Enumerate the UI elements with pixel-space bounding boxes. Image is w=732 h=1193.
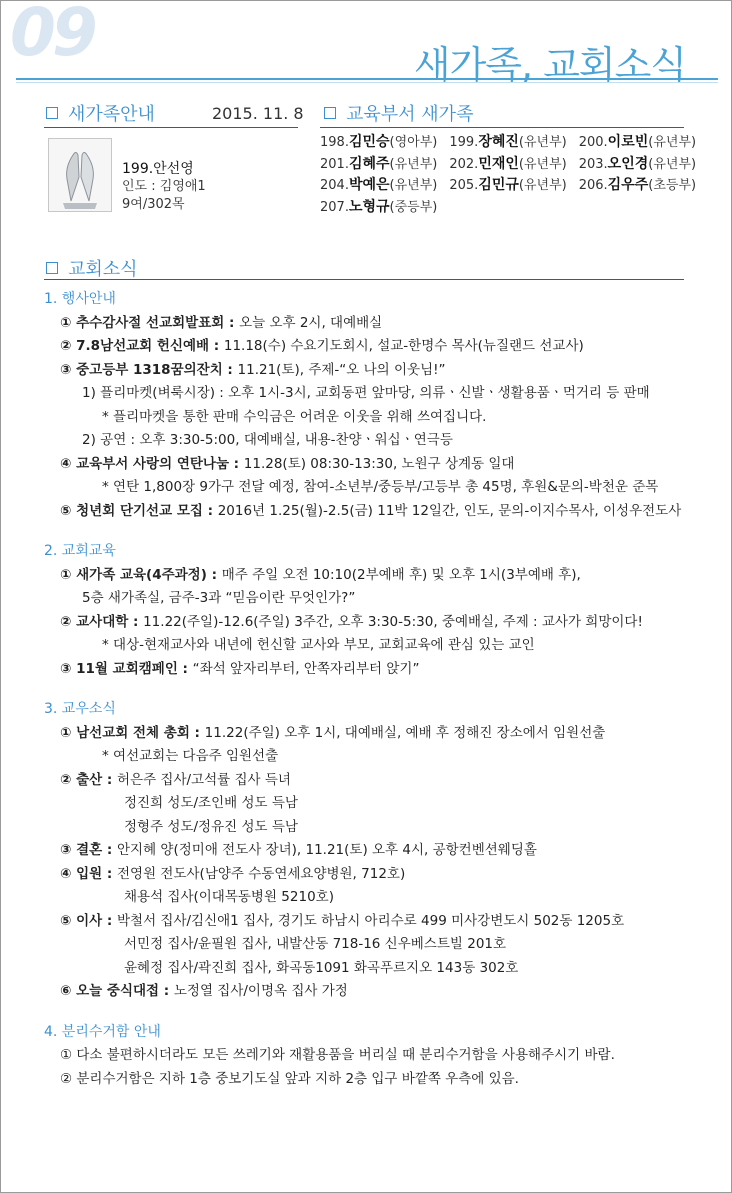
- news-item-label: ① 남선교회 전체 총회 :: [60, 724, 205, 741]
- news-item-text: 서민정 집사/윤필원 집사, 내발산동 718-16 신우베스트빌 201호: [124, 936, 507, 952]
- news-line: [44, 839, 724, 863]
- education-member: [579, 175, 696, 197]
- new-member-info: [122, 160, 206, 214]
- news-item-label: ② 출산 :: [60, 771, 118, 788]
- news-item-text: * 플리마켓을 통한 판매 수익금은 어려운 이웃을 위해 쓰여집니다.: [102, 408, 487, 425]
- education-member: [320, 132, 437, 154]
- news-category-title: 4. 분리수거함 안내: [44, 1023, 161, 1040]
- praying-hands-image: [48, 138, 112, 212]
- member-number: 201.: [320, 156, 349, 172]
- news-item-text: 5층 새가족실, 금주-3과 “믿음이란 무엇인가?”: [82, 590, 356, 606]
- education-row: [320, 132, 708, 154]
- member-number: 203.: [578, 156, 608, 172]
- news-item-text: 1) 플리마켓(벼룩시장) : 오후 1시-3시, 교회동편 앞마당, 의류ㆍ신발ㆍ생활용품ㆍ먹거리 등 판매: [82, 385, 650, 401]
- member-number: 207.: [320, 199, 349, 215]
- member-number: 198.: [320, 135, 349, 150]
- education-row: [320, 154, 708, 176]
- news-item-label: ① 추수감사절 선교회발표회 :: [60, 314, 240, 331]
- new-family-heading-label: 새가족안내: [68, 104, 155, 125]
- news-item-text: ① 다소 불편하시더라도 모든 쓰레기와 재활용품을 버리실 때 분리수거함을 사용해주시기 바람.: [60, 1047, 615, 1063]
- member-department: (유년부): [518, 178, 567, 193]
- member-department: (유년부): [389, 156, 438, 172]
- member-number: 204.: [320, 178, 349, 193]
- news-item-label: ② 7.8남선교회 헌신예배 :: [60, 338, 224, 354]
- member-department: (초등부): [648, 178, 697, 193]
- news-line: [44, 611, 724, 635]
- news-line: [44, 564, 724, 588]
- member-name: 김민규: [478, 177, 519, 193]
- news-item-text: 11.28(토) 08:30-13:30, 노원구 상계동 일대: [243, 455, 515, 472]
- news-item-text: 박철서 집사/김신애1 집사, 경기도 하남시 아리수로 499 미사강변도시 502동 1205호: [117, 912, 625, 929]
- member-department: (영아부): [389, 135, 438, 150]
- news-item-label: ④ 입원 :: [60, 865, 118, 882]
- member-name: 이로빈: [607, 134, 649, 150]
- education-member: [320, 197, 437, 219]
- education-member: [320, 175, 437, 197]
- member-group: 9여/302목: [122, 197, 185, 212]
- education-member-grid: [320, 132, 708, 218]
- member-department: (유년부): [389, 178, 438, 193]
- member-department: (유년부): [648, 135, 697, 150]
- news-item-label: ③ 11월 교회캠페인 :: [60, 660, 193, 677]
- education-member: [320, 154, 437, 176]
- page-number: 09: [10, 0, 94, 71]
- news-line: [44, 745, 724, 769]
- news-item-text: 매주 주일 오전 10:10(2부예배 후) 및 오후 1시(3부예배 후),: [221, 566, 581, 583]
- news-item-text: 11.22(주일) 오후 1시, 대예배실, 예배 후 정해진 장소에서 임원선출: [204, 724, 606, 741]
- member-name: 199.안선영: [122, 161, 194, 177]
- news-line: [44, 769, 724, 793]
- news-line: [44, 335, 724, 359]
- education-underline: [320, 127, 684, 128]
- news-item-text: 11.18(수) 수요기도회시, 설교-한명수 목사(뉴질랜드 선교사): [223, 338, 584, 354]
- news-item-label: ② 교사대학 :: [60, 613, 144, 630]
- news-item-text: 11.22(주일)-12.6(주일) 3주간, 오후 3:30-5:30, 중예배실, 주제 : 교사가 희망이다!: [143, 613, 643, 630]
- member-name: 민재인: [478, 155, 519, 172]
- member-name: 박예은: [348, 177, 390, 193]
- news-item-text: 채용석 집사(이대목동병원 5210호): [124, 889, 334, 905]
- education-member: [579, 154, 696, 176]
- member-name: 김우주: [607, 177, 649, 193]
- news-line: [44, 792, 724, 816]
- header-rule-secondary: [16, 82, 718, 83]
- education-row: [320, 175, 708, 197]
- news-line: [44, 980, 724, 1004]
- news-item-label: ③ 결혼 :: [60, 842, 118, 858]
- news-item-label: ③ 중고등부 1318꿈의잔치 :: [60, 361, 238, 378]
- news-item-label: ① 새가족 교육(4주과정) :: [60, 566, 222, 583]
- church-news-heading-label: 교회소식: [68, 259, 138, 280]
- new-family-date: 2015. 11. 8: [212, 104, 304, 123]
- news-line: [44, 634, 724, 658]
- news-item-text: 11.21(토), 주제-“오 나의 이웃님!”: [237, 361, 446, 378]
- news-line: [44, 406, 724, 430]
- member-department: (유년부): [518, 135, 567, 150]
- member-department: (유년부): [648, 156, 697, 172]
- church-news-heading: [46, 255, 138, 281]
- news-line: [44, 587, 724, 611]
- news-item-text: 안지혜 양(정미애 전도사 장녀), 11.21(토) 오후 4시, 공항컨벤션웨딩홀: [117, 842, 537, 858]
- news-line: [44, 476, 724, 500]
- member-number: 206.: [578, 178, 608, 193]
- member-name: 김혜주: [348, 155, 390, 172]
- news-item-text: * 대상-현재교사와 내년에 헌신할 교사와 부모, 교회교육에 관심 있는 교인: [102, 637, 535, 653]
- member-department: (유년부): [518, 156, 567, 172]
- checkbox-square-icon: [46, 107, 58, 119]
- news-line: [44, 1068, 724, 1092]
- news-item-label: ⑥ 오늘 중식대접 :: [60, 983, 174, 999]
- praying-hands-icon: [49, 139, 111, 211]
- news-line: [44, 933, 724, 957]
- news-line: [44, 658, 724, 682]
- education-member: [449, 132, 566, 154]
- news-line: [44, 910, 724, 934]
- news-line: [44, 312, 724, 336]
- news-item-text: 노정열 집사/이명옥 집사 가정: [173, 983, 348, 999]
- news-item-text: ② 분리수거함은 지하 1층 중보기도실 앞과 지하 2층 입구 바깥쪽 우측에 있음.: [60, 1070, 519, 1087]
- member-name: 김민승: [348, 134, 390, 150]
- education-member: [579, 132, 696, 154]
- page-title: 새가족, 교회소식: [413, 43, 686, 87]
- member-number: 200.: [578, 135, 608, 150]
- member-name: 오인경: [607, 155, 649, 172]
- news-line: [44, 453, 724, 477]
- member-name: 노형규: [348, 198, 390, 215]
- education-heading-label: 교육부서 새가족: [346, 104, 474, 125]
- news-category-title: 2. 교회교육: [44, 543, 116, 559]
- member-name: 장혜진: [478, 134, 519, 150]
- member-number: 199.: [449, 135, 479, 150]
- news-line: [44, 816, 724, 840]
- news-item-text: 정형주 성도/정유진 성도 득남: [124, 818, 298, 835]
- news-item-text: 전영원 전도사(남양주 수동연세요양병원, 712호): [117, 865, 406, 882]
- news-line: [44, 359, 724, 383]
- news-line: [44, 722, 724, 746]
- news-category-title: 3. 교우소식: [44, 701, 116, 717]
- education-member: [449, 175, 566, 197]
- news-line: [44, 957, 724, 981]
- new-family-underline: [44, 127, 298, 128]
- news-item-label: ⑤ 청년회 단기선교 모집 :: [60, 502, 218, 519]
- checkbox-square-icon: [46, 262, 58, 274]
- header-rule: [16, 78, 718, 80]
- member-department: (중등부): [389, 199, 438, 215]
- news-item-text: “좌석 앞자리부터, 안쪽자리부터 앉기”: [192, 660, 420, 677]
- news-item-text: 정진희 성도/조인배 성도 득남: [124, 795, 298, 811]
- news-item-text: 윤혜정 집사/곽진희 집사, 화곡동1091 화곡푸르지오 143동 302호: [124, 959, 519, 976]
- news-line: [44, 886, 724, 910]
- news-item-text: * 여선교회는 다음주 임원선출: [102, 748, 279, 764]
- education-row: [320, 197, 708, 219]
- news-line: [44, 382, 724, 406]
- news-item-label: ④ 교육부서 사랑의 연탄나눔 :: [60, 455, 244, 472]
- education-heading: [324, 100, 473, 126]
- news-item-text: 2) 공연 : 오후 3:30-5:00, 대예배실, 내용-찬양ㆍ워십ㆍ연극등: [82, 432, 453, 448]
- checkbox-square-icon: [324, 107, 336, 119]
- news-item-text: 오늘 오후 2시, 대예배실: [239, 314, 383, 331]
- news-item-label: ⑤ 이사 :: [60, 912, 118, 929]
- member-guide: 인도 : 김영애1: [122, 179, 206, 194]
- news-category-title: 1. 행사안내: [44, 291, 116, 307]
- education-member: [449, 154, 566, 176]
- member-number: 205.: [449, 178, 479, 193]
- news-line: [44, 1044, 724, 1068]
- church-news-underline: [44, 279, 684, 280]
- church-news-body: [44, 288, 724, 1091]
- news-line: [44, 863, 724, 887]
- news-line: [44, 429, 724, 453]
- new-family-heading: [46, 100, 155, 126]
- news-line: [44, 500, 724, 524]
- news-item-text: * 연탄 1,800장 9가구 전달 예정, 참여-소년부/중등부/고등부 총 45명, 후원&문의-박천운 준목: [102, 479, 659, 495]
- news-item-text: 2016년 1.25(월)-2.5(금) 11박 12일간, 인도, 문의-이지수목사, 이성우전도사: [217, 502, 682, 519]
- news-item-text: 허은주 집사/고석률 집사 득녀: [117, 771, 291, 788]
- member-number: 202.: [449, 156, 479, 172]
